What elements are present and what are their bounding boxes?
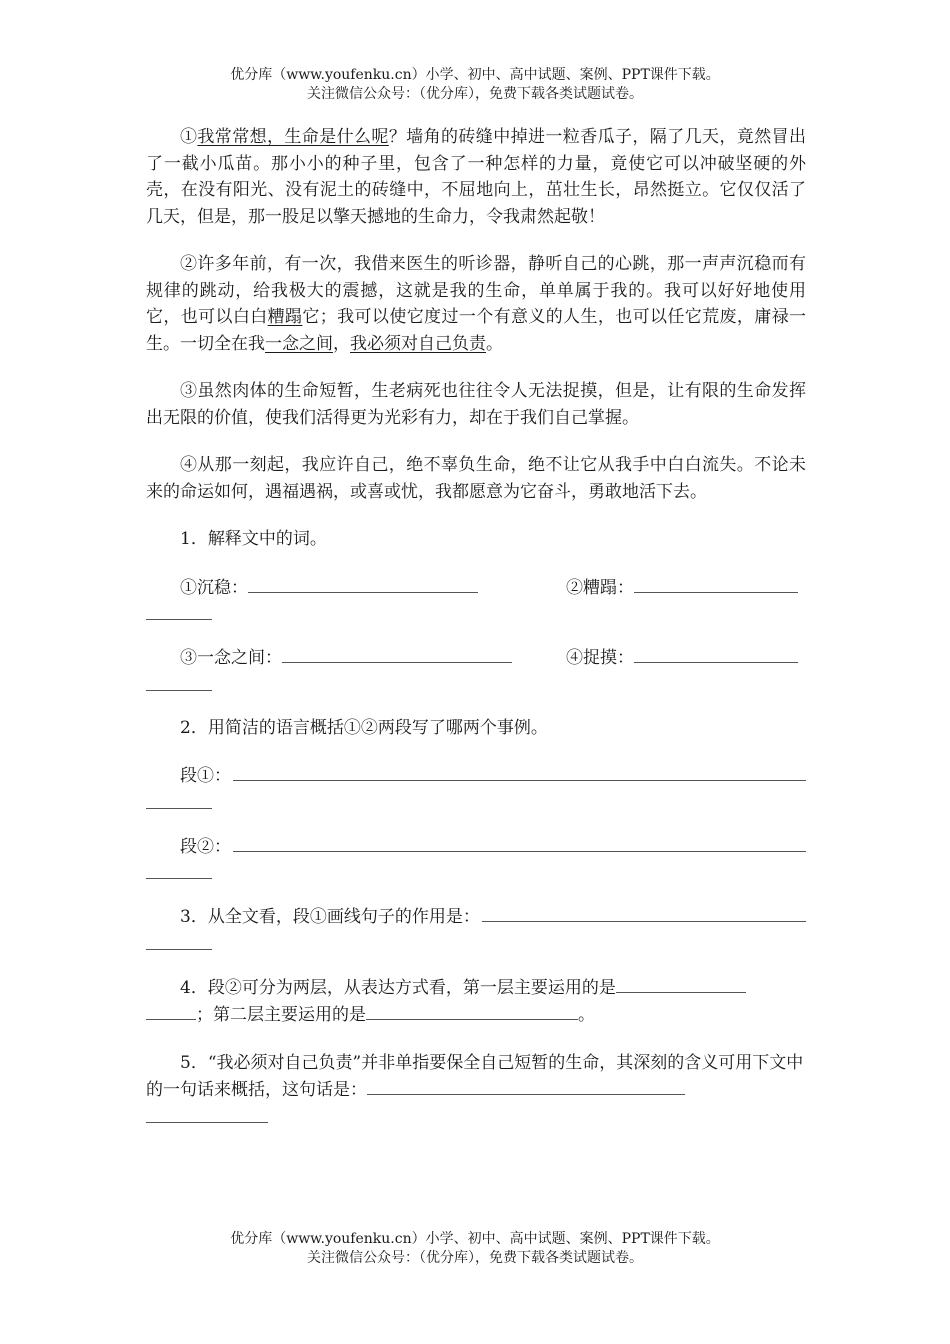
q2-answer-b-continuation[interactable] [146, 858, 212, 879]
q4-answer-1[interactable] [616, 974, 746, 993]
q1-row-2 [146, 644, 806, 672]
q4-line-2 [146, 1001, 806, 1029]
q5-answer-continuation[interactable] [146, 1102, 268, 1123]
p2-text-c: ， [333, 333, 350, 354]
q4-text-b: ；第二层主要运用的是 [196, 1005, 366, 1025]
p2-text-d: 。 [486, 333, 503, 354]
question-4 [146, 974, 806, 1002]
question-2: 2．用简洁的语言概括①②两段写了哪两个事例。 [180, 717, 548, 738]
p2-text-a: ②许多年前，有一次，我借来医生的听诊器，静听自己的心跳，那一声声沉稳而有规律的跳动，给我极大的震撼，这就是我的生命，单单属于我的。我可以好好地使用它，也可以白白 [146, 254, 806, 327]
p2-underlined-word-2: 一念之间 [265, 333, 333, 354]
p2-text-b: 它；我可以使它度过一个有意义的人生，也可以任它荒废，庸禄一生。一切全在我 [146, 307, 807, 354]
q1-answer-d[interactable] [634, 644, 798, 663]
q4-answer-2[interactable] [366, 1001, 578, 1020]
paragraph-4: ④从那一刻起，我应许自己，绝不辜负生命，绝不让它从我手中白白流失。不论未来的命运如何，遇福遇祸，或喜或忧，我都愿意为它奋斗，勇敢地活下去。 [146, 455, 806, 502]
paragraph-2 [146, 251, 806, 357]
q2-answer-a[interactable] [233, 762, 806, 781]
question-1: 1．解释文中的词。 [180, 529, 327, 549]
question-3 [146, 903, 806, 931]
q2-row-2 [146, 833, 806, 861]
q2-answer-b[interactable] [233, 833, 806, 852]
p2-underlined-sentence: 我必须对自己负责 [350, 333, 486, 354]
page-footer [0, 1230, 950, 1268]
q1-answer-a[interactable] [248, 574, 478, 593]
q1-label-d: ④捉摸： [566, 648, 634, 668]
footer-line-1: 优分库（www.youfenku.cn）小学、初中、高中试题、案例、PPT课件下载。 [230, 1231, 720, 1247]
paragraph-3: ③虽然肉体的生命短暂，生老病死也往往令人无法捉摸，但是，让有限的生命发挥出无限的价值，使我们活得更为光彩有力，却在于我们自己掌握。 [146, 381, 806, 428]
q1-answer-d-continuation[interactable] [146, 670, 212, 691]
q1-answer-c[interactable] [282, 644, 512, 663]
q1-label-a: ①沉稳： [180, 577, 248, 598]
q5-text: 5．“我必须对自己负责”并非单指要保全自己短暂的生命，其深刻的含义可用下文中的一句话来概括，这句话是： [146, 1052, 804, 1100]
document-body [146, 124, 806, 1123]
q5-answer[interactable] [367, 1076, 685, 1095]
q4-answer-1-continuation[interactable] [146, 1001, 196, 1020]
p1-underlined-sentence: 我常常想，生命是什么呢 [197, 127, 389, 147]
q1-label-c: ③一念之间： [180, 648, 282, 668]
q1-answer-b-continuation[interactable] [146, 599, 212, 620]
q1-label-b: ②糟蹋： [566, 577, 634, 598]
header-line-1: 优分库（www.youfenku.cn）小学、初中、高中试题、案例、PPT课件下载。 [230, 67, 720, 83]
q4-text-a: 4．段②可分为两层，从表达方式看，第一层主要运用的是 [180, 977, 616, 998]
q1-row-1 [146, 574, 806, 602]
q4-text-c: 。 [578, 1005, 595, 1025]
question-5 [146, 1050, 806, 1104]
p1-number: ① [180, 127, 198, 147]
page-header [0, 66, 950, 104]
q2-label-b: 段②： [180, 836, 231, 857]
paragraph-1 [146, 124, 806, 230]
q1-answer-b[interactable] [634, 574, 798, 593]
header-line-2: 关注微信公众号：（优分库），免费下载各类试题试卷。 [307, 86, 643, 102]
q2-row-1 [146, 762, 806, 790]
q2-label-a: 段①： [180, 766, 231, 786]
q3-answer-continuation[interactable] [146, 929, 212, 950]
q3-text: 3．从全文看，段①画线句子的作用是： [180, 907, 480, 927]
q2-answer-a-continuation[interactable] [146, 788, 212, 809]
p1-text: ？墙角的砖缝中掉进一粒香瓜子，隔了几天，竟然冒出了一截小瓜苗。那小小的种子里，包含了一种怎样的力量，竟使它可以冲破坚硬的外壳，在没有阳光、没有泥土的砖缝中，不屈地向上，茁壮生长，昂然挺立。它仅仅活了几天，但是，那一股足以擎天撼地的生命力，令我肃然起敬！ [146, 127, 807, 227]
footer-line-2: 关注微信公众号：（优分库），免费下载各类试题试卷。 [307, 1250, 643, 1266]
q3-answer[interactable] [482, 903, 806, 922]
p2-underlined-word-1: 糟蹋 [267, 307, 303, 327]
